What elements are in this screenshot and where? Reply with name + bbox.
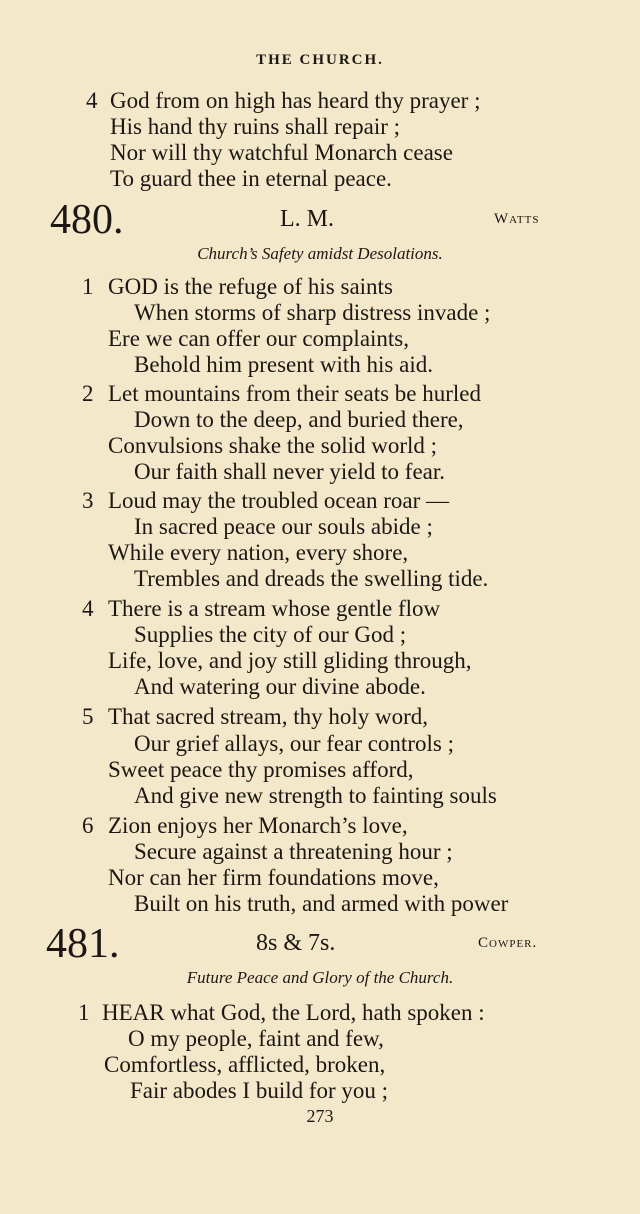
hymn-number: 481. bbox=[46, 921, 120, 967]
hymn-author: Cowper. bbox=[478, 935, 538, 951]
verse-line: His hand thy ruins shall repair ; bbox=[110, 114, 401, 139]
page-number: 273 bbox=[306, 1106, 334, 1126]
stanza-number: 5 bbox=[82, 704, 94, 729]
verse-line: When storms of sharp distress invade ; bbox=[134, 300, 491, 325]
verse-line: Nor can her firm foundations move, bbox=[108, 865, 439, 890]
hymn-subtitle: Church’s Safety amidst Desolations. bbox=[197, 244, 443, 263]
verse-line: O my people, faint and few, bbox=[128, 1026, 384, 1051]
verse-line: Nor will thy watchful Monarch cease bbox=[110, 140, 453, 165]
verse-line: While every nation, every shore, bbox=[108, 540, 409, 565]
verse-line: Behold him present with his aid. bbox=[134, 352, 433, 377]
verse-line: Built on his truth, and armed with power bbox=[134, 891, 509, 916]
verse-line: Our faith shall never yield to fear. bbox=[134, 459, 446, 484]
stanza-number: 4 bbox=[82, 596, 94, 621]
verse-line: HEAR what God, the Lord, hath spoken : bbox=[102, 1000, 485, 1025]
hymn-subtitle: Future Peace and Glory of the Church. bbox=[186, 968, 454, 987]
hymn-meter: L. M. bbox=[280, 206, 334, 232]
verse-line: Zion enjoys her Monarch’s love, bbox=[108, 813, 408, 838]
verse-line: Secure against a threatening hour ; bbox=[134, 839, 453, 864]
verse-line: Trembles and dreads the swelling tide. bbox=[134, 566, 489, 591]
verse-line: Sweet peace thy promises afford, bbox=[108, 757, 414, 782]
hymn-meter: 8s & 7s. bbox=[256, 930, 336, 956]
stanza-number: 2 bbox=[82, 381, 94, 406]
verse-line: GOD is the refuge of his saints bbox=[108, 274, 393, 299]
verse-line: There is a stream whose gentle flow bbox=[108, 596, 441, 621]
verse-line: Convulsions shake the solid world ; bbox=[108, 433, 438, 458]
stanza-number: 1 bbox=[78, 1000, 90, 1025]
verse-line: Our grief allays, our fear controls ; bbox=[134, 731, 454, 756]
verse-line: And watering our divine abode. bbox=[134, 674, 426, 699]
stanza-number: 3 bbox=[82, 488, 94, 513]
verse-line: Fair abodes I build for you ; bbox=[130, 1078, 389, 1103]
running-header: THE CHURCH. bbox=[256, 52, 384, 68]
verse-line: Ere we can offer our complaints, bbox=[108, 326, 410, 351]
hymn-author: Watts bbox=[494, 211, 540, 227]
stanza-number: 4 bbox=[86, 88, 98, 113]
verse-line: Supplies the city of our God ; bbox=[134, 622, 407, 647]
verse-line: Down to the deep, and buried there, bbox=[134, 407, 464, 432]
verse-line: In sacred peace our souls abide ; bbox=[134, 514, 433, 539]
stanza-number: 6 bbox=[82, 813, 94, 838]
verse-line: Let mountains from their seats be hurled bbox=[108, 381, 482, 406]
stanza-number: 1 bbox=[82, 274, 94, 299]
verse-line: Comfortless, afflicted, broken, bbox=[104, 1052, 386, 1077]
verse-line: That sacred stream, thy holy word, bbox=[108, 704, 428, 729]
verse-line: Life, love, and joy still gliding through, bbox=[108, 648, 472, 673]
hymn-number: 480. bbox=[50, 197, 124, 243]
verse-line: And give new strength to fainting souls bbox=[134, 783, 497, 808]
verse-line: Loud may the troubled ocean roar — bbox=[108, 488, 450, 513]
verse-line: God from on high has heard thy prayer ; bbox=[110, 88, 481, 113]
verse-line: To guard thee in eternal peace. bbox=[110, 166, 392, 191]
